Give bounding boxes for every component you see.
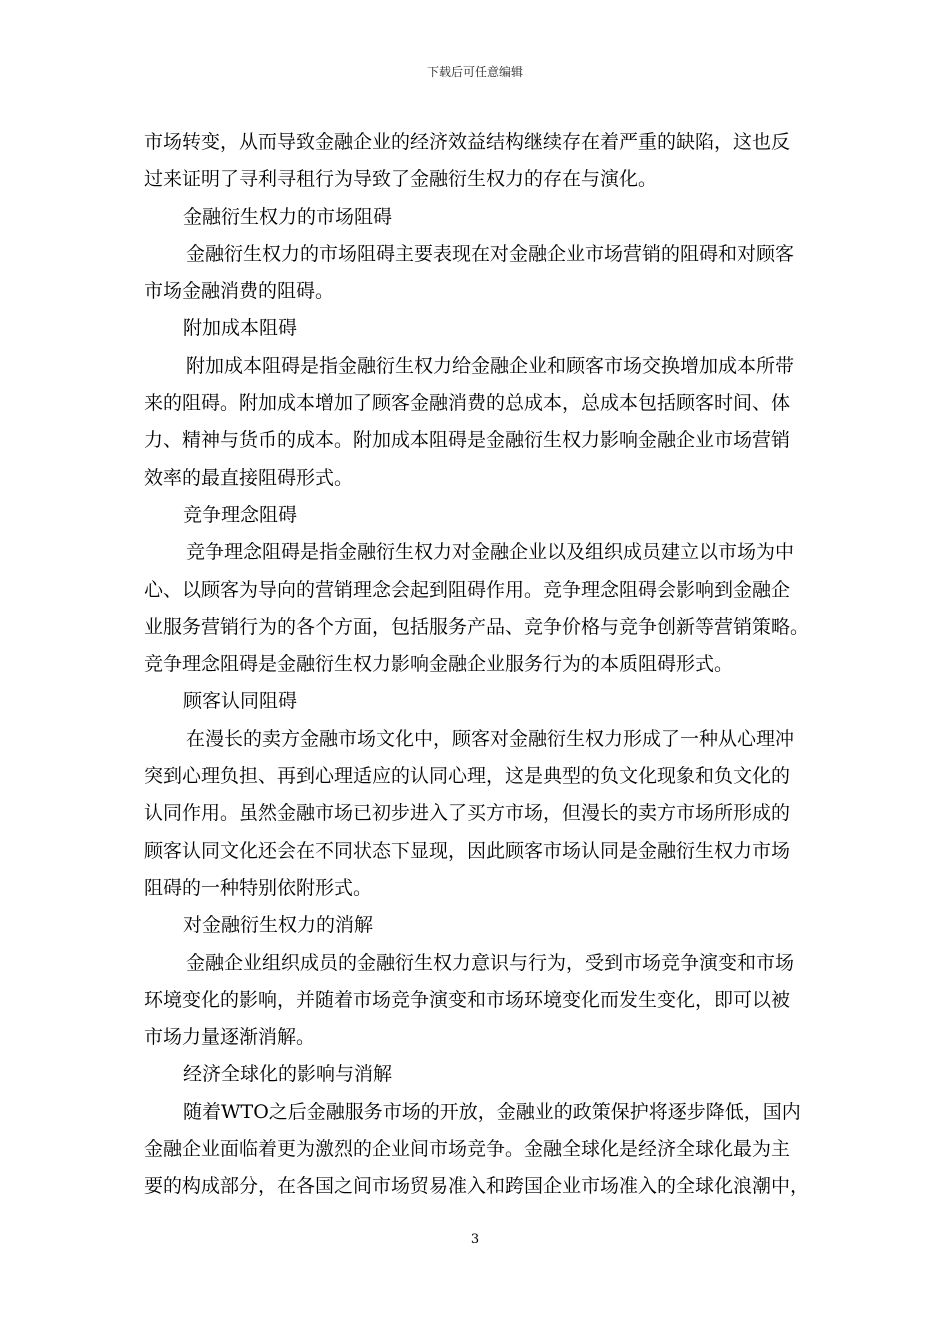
body-line: 竞争理念阻碍是指金融衍生权力对金融企业以及组织成员建立以市场为中 — [186, 541, 795, 564]
body-line: 认同作用。虽然金融市场已初步进入了买方市场，但漫长的卖方市场所形成的 — [144, 802, 791, 825]
body-line: 力、精神与货币的成本。附加成本阻碍是金融衍生权力影响金融企业市场营销 — [144, 429, 791, 452]
section-heading: 对金融衍生权力的消解 — [183, 914, 374, 937]
body-line: 业服务营销行为的各个方面，包括服务产品、竞争价格与竞争创新等营销策略。 — [144, 615, 810, 638]
page-header: 下载后可任意编辑 — [426, 65, 523, 79]
section-heading: 竞争理念阻碍 — [183, 503, 298, 526]
body-line: 金融企业面临着更为激烈的企业间市场竞争。金融全球化是经济全球化最为主 — [144, 1138, 791, 1161]
document-body — [144, 124, 808, 1206]
body-line: 市场金融消费的阻碍。 — [144, 280, 335, 303]
section-heading: 附加成本阻碍 — [183, 317, 298, 340]
body-line: 阻碍的一种特别依附形式。 — [144, 876, 373, 899]
section-heading: 顾客认同阻碍 — [183, 690, 298, 713]
body-line: 在漫长的卖方金融市场文化中，顾客对金融衍生权力形成了一种从心理冲 — [186, 727, 795, 750]
body-line: 心、以顾客为导向的营销理念会起到阻碍作用。竞争理念阻碍会影响到金融企 — [144, 578, 791, 601]
body-line: 来的阻碍。附加成本增加了顾客金融消费的总成本，总成本包括顾客时间、体 — [144, 392, 791, 415]
section-heading: 金融衍生权力的市场阻碍 — [183, 205, 393, 228]
body-line: 金融企业组织成员的金融衍生权力意识与行为，受到市场竞争演变和市场 — [186, 951, 795, 974]
body-line: 附加成本阻碍是指金融衍生权力给金融企业和顾客市场交换增加成本所带 — [186, 354, 795, 377]
body-line: 金融衍生权力的市场阻碍主要表现在对金融企业市场营销的阻碍和对顾客 — [186, 242, 795, 265]
body-line: 顾客认同文化还会在不同状态下显现，因此顾客市场认同是金融衍生权力市场 — [144, 839, 791, 862]
body-line: 效率的最直接阻碍形式。 — [144, 466, 354, 489]
body-line: 随着WTO之后金融服务市场的开放，金融业的政策保护将逐步降低，国内 — [183, 1100, 801, 1123]
body-line: 环境变化的影响，并随着市场竞争演变和市场环境变化而发生变化，即可以被 — [144, 988, 791, 1011]
section-heading: 经济全球化的影响与消解 — [183, 1063, 393, 1086]
body-line: 要的构成部分，在各国之间市场贸易准入和跨国企业市场准入的全球化浪潮中， — [144, 1175, 810, 1198]
body-line: 突到心理负担、再到心理适应的认同心理，这是典型的负文化现象和负文化的 — [144, 765, 791, 788]
body-line: 市场转变，从而导致金融企业的经济效益结构继续存在着严重的缺陷，这也反 — [144, 131, 791, 153]
body-line: 竞争理念阻碍是金融衍生权力影响金融企业服务行为的本质阻碍形式。 — [144, 653, 734, 676]
body-line: 过来证明了寻利寻租行为导致了金融衍生权力的存在与演化。 — [144, 168, 658, 191]
page-number: 3 — [470, 1232, 480, 1247]
body-line: 市场力量逐渐消解。 — [144, 1026, 316, 1049]
